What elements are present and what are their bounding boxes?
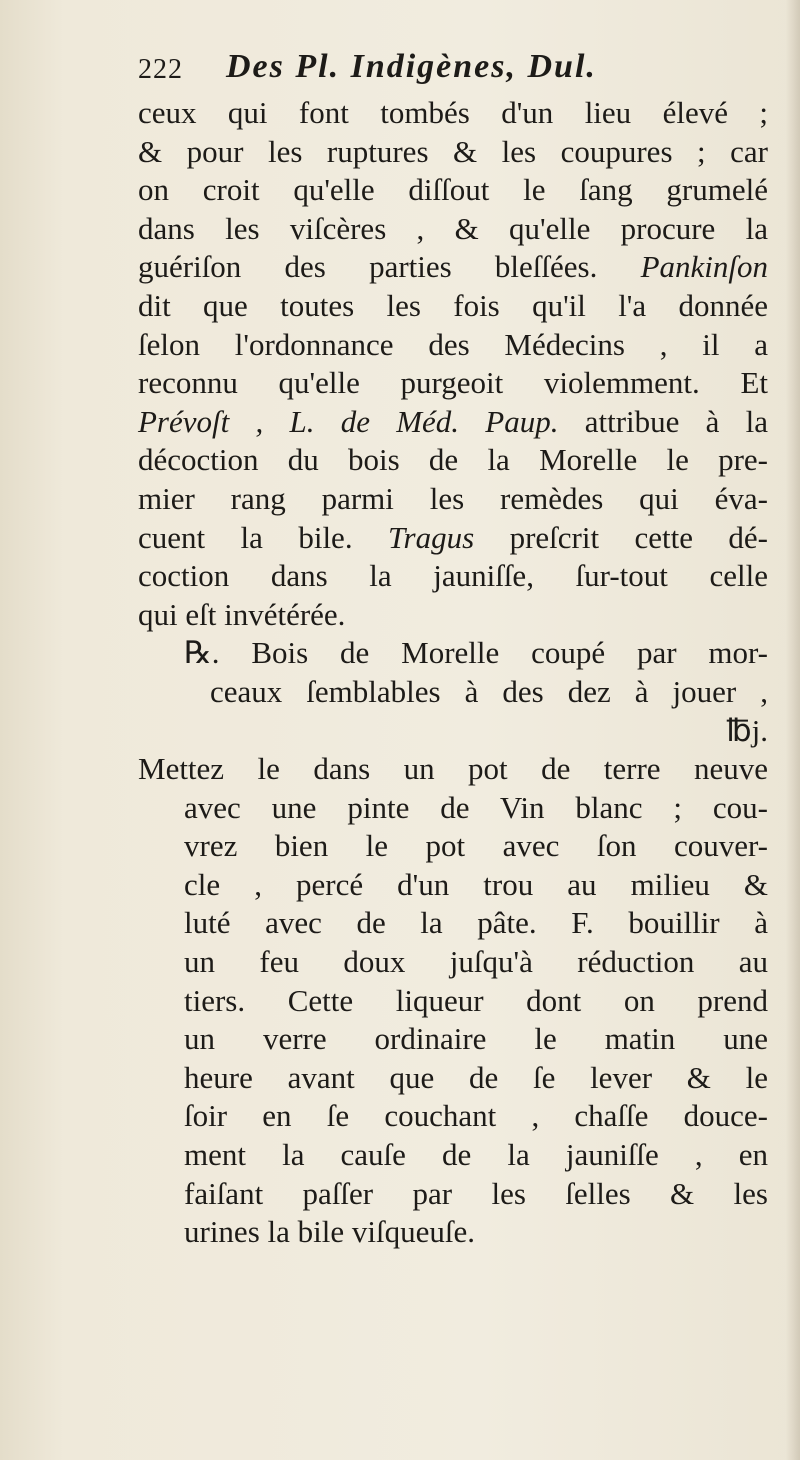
text-line: vrez bien le pot avec ſon couver-: [184, 828, 768, 864]
text-line: Mettez le dans un pot de terre neuve: [138, 751, 768, 787]
text-line: ceux qui font tombés d'un lieu élevé ;: [138, 95, 768, 130]
text-line: urines la bile viſqueuſe.: [184, 1214, 475, 1250]
text-line: avec une pinte de Vin blanc ; cou-: [184, 789, 768, 825]
text-line: [138, 248, 768, 287]
text-line: on croit qu'elle diſſout le ſang grumelé: [138, 172, 768, 208]
text-segment: attribue à la: [584, 403, 769, 439]
text-line: dans les viſcères , & qu'elle procure la: [138, 210, 768, 246]
text-line: cle , percé d'un trou au milieu &: [184, 866, 768, 902]
text-segment: guériſon des parties bleſſées.: [138, 249, 598, 285]
recipe-line: ℞. Bois de Morelle coupé par mor-: [184, 635, 768, 671]
text-line: [138, 519, 768, 558]
running-title: Des Pl. Indigènes, Dul.: [226, 48, 597, 85]
text-line: un feu doux juſqu'à réduction au: [184, 944, 768, 980]
text-line: heure avant que de ſe lever & le: [184, 1059, 768, 1095]
text-line: mier rang parmi les remèdes qui éva-: [138, 480, 768, 516]
recipe-line: ceaux ſemblables à des dez à jouer ,: [210, 673, 768, 709]
text-line: un verre ordinaire le matin une: [184, 1021, 768, 1057]
text-line: coction dans la jauniſſe, ſur-tout celle: [138, 558, 768, 594]
text-segment: preſcrit cette dé-: [474, 519, 769, 555]
page-edge-shadow: [786, 0, 800, 1460]
body-text: [138, 94, 768, 1252]
text-line: faiſant paſſer par les ſelles & les: [184, 1175, 768, 1211]
text-line: reconnu qu'elle purgeoit violemment. Et: [138, 365, 768, 401]
text-line: dit que toutes les fois qu'il l'a donnée: [138, 287, 768, 323]
text-line: ſelon l'ordonnance des Médecins , il a: [138, 326, 768, 362]
author-name-italic: Pankinſon: [640, 249, 768, 285]
page-number: 222: [138, 54, 183, 85]
text-line: qui eſt invétérée.: [138, 596, 346, 632]
text-line: luté avec de la pâte. F. bouillir à: [184, 905, 768, 941]
citation-italic: Prévoſt , L. de Méd. Paup.: [138, 403, 559, 439]
page-header: [138, 48, 768, 94]
recipe-quantity: ℔j.: [726, 712, 768, 748]
text-line: & pour les ruptures & les coupures ; car: [138, 133, 768, 169]
author-name-italic: Tragus: [388, 519, 475, 555]
text-line: décoction du bois de la Morelle le pre-: [138, 442, 768, 478]
text-segment: cuent la bile.: [138, 519, 353, 555]
text-line: ment la cauſe de la jauniſſe , en: [184, 1137, 768, 1173]
text-line: tiers. Cette liqueur dont on prend: [184, 982, 768, 1018]
text-line: ſoir en ſe couchant , chaſſe douce-: [184, 1098, 768, 1134]
text-line: [138, 403, 768, 442]
